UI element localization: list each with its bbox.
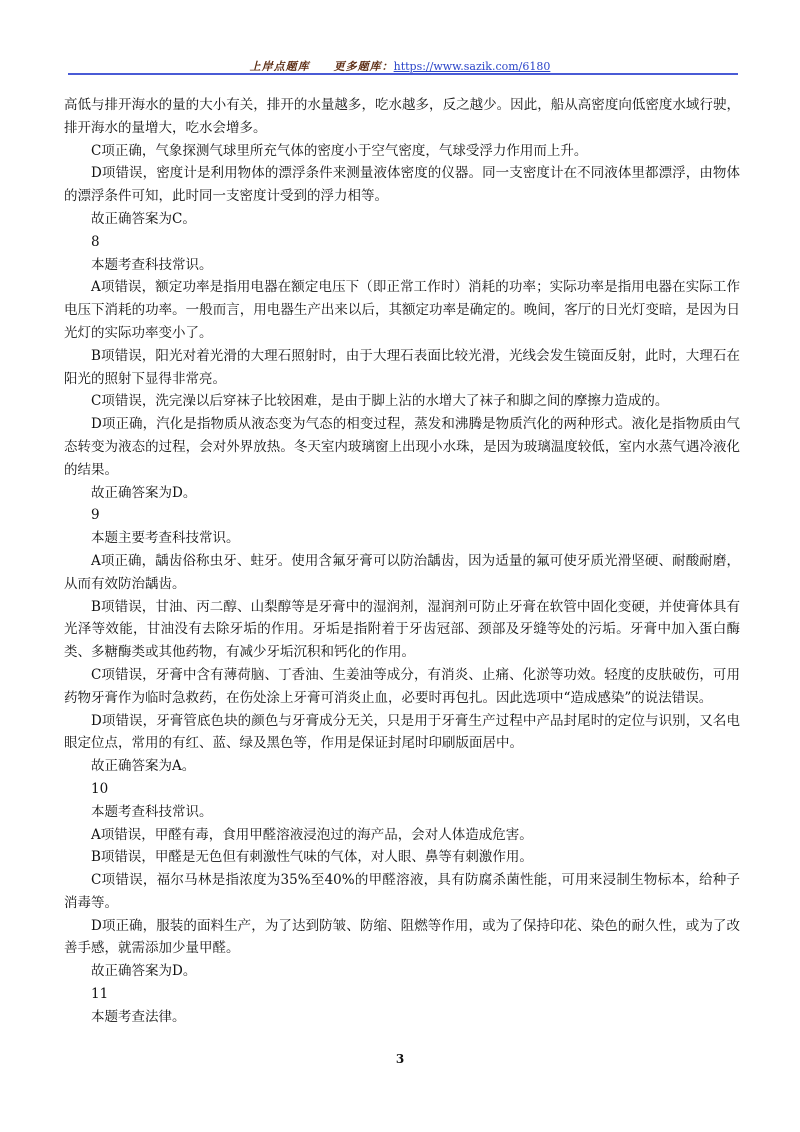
paragraph: A项错误，甲醛有毒，食用甲醛溶液浸泡过的海产品，会对人体造成危害。 [91,826,533,843]
paragraph: D项错误，牙膏管底色块的颜色与牙膏成分无关，只是用于牙膏生产过程中产品封尾时的定位与识别，又名电眼定位点，常用的有红、蓝、绿及黑色等，作用是保证封尾时印刷版面居中。 [64,712,740,752]
header-divider [68,73,738,75]
paragraph: 本题考查科技常识。 [91,256,213,273]
paragraph: B项错误，阳光对着光滑的大理石照射时，由于大理石表面比较光滑，光线会发生镜面反射，此时，大理石在阳光的照射下显得非常亮。 [64,347,740,387]
answer-line: 故正确答案为A。 [91,758,196,775]
header-link[interactable]: https://www.sazik.com/6180 [393,60,551,73]
document-body [64,94,740,1029]
answer-line: 故正确答案为D。 [91,963,197,980]
paragraph: 本题主要考查科技常识。 [91,530,240,547]
header-label: 上岸点题库 更多题库： [249,60,394,73]
question-number: 8 [91,233,100,250]
page-number: 3 [395,1052,405,1066]
paragraph: D项正确，服装的面料生产，为了达到防皱、防缩、阻燃等作用，或为了保持印花、染色的耐久性，或为了改善手感，就需添加少量甲醛。 [64,917,740,957]
paragraph: A项错误，额定功率是指用电器在额定电压下（即正常工作时）消耗的功率；实际功率是指用电器在实际工作电压下消耗的功率。一般而言，用电器生产出来以后，其额定功率是确定的。晚间，客厅的日光灯变暗，是因为日光灯的实际功率变小了。 [64,279,740,341]
paragraph: 高低与排开海水的量的大小有关，排开的水量越多，吃水越多，反之越少。因此，船从高密度向低密度水域行驶，排开海水的量增大，吃水会增多。 [64,97,740,136]
question-number: 10 [91,780,109,797]
paragraph: D项错误，密度计是利用物体的漂浮条件来测量液体密度的仪器。同一支密度计在不同液体里都漂浮，由物体的漂浮条件可知，此时同一支密度计受到的浮力相等。 [64,165,740,205]
paragraph: 本题考查科技常识。 [91,803,213,820]
page-header [0,58,800,74]
paragraph: D项正确，汽化是指物质从液态变为气态的相变过程，蒸发和沸腾是物质汽化的两种形式。液化是指物质由气态转变为液态的过程，会对外界放热。冬天室内玻璃窗上出现小水珠，是因为玻璃温度较低，室内水蒸气遇冷液化的结果。 [64,416,740,478]
question-number: 11 [91,986,109,1003]
paragraph: 本题考查法律。 [91,1008,186,1025]
paragraph: C项正确，气象探测气球里所充气体的密度小于空气密度，气球受浮力作用而上升。 [91,142,588,159]
answer-line: 故正确答案为C。 [91,210,196,227]
paragraph: C项错误，牙膏中含有薄荷脑、丁香油、生姜油等成分，有消炎、止痛、化淤等功效。轻度的皮肤破伤，可用药物牙膏作为临时急救药，在伤处涂上牙膏可消炎止血，必要时再包扎。因此选项中“造成感染”的说法错误。 [64,666,740,706]
question-number: 9 [91,507,100,524]
paragraph: C项错误，福尔马林是指浓度为35%至40%的甲醛溶液，具有防腐杀菌性能，可用来浸制生物标本，给种子消毒等。 [64,872,740,911]
paragraph: C项错误，洗完澡以后穿袜子比较困难，是由于脚上沾的水增大了袜子和脚之间的摩擦力造成的。 [91,393,669,410]
paragraph: A项正确，龋齿俗称虫牙、蛀牙。使用含氟牙膏可以防治龋齿，因为适量的氟可使牙质光滑坚硬、耐酸耐磨，从而有效防治龋齿。 [64,552,740,592]
paragraph: B项错误，甲醛是无色但有刺激性气味的气体，对人眼、鼻等有刺激作用。 [91,849,533,866]
answer-line: 故正确答案为D。 [91,484,197,501]
paragraph: B项错误，甘油、丙二醇、山梨醇等是牙膏中的湿润剂，湿润剂可防止牙膏在软管中固化变硬，并使膏体具有光泽等效能，甘油没有去除牙垢的作用。牙垢是指附着于牙齿冠部、颈部及牙缝等处的污垢。牙膏中加入蛋白酶类、多糖酶类或其他药物，有减少牙垢沉积和钙化的作用。 [64,598,740,661]
